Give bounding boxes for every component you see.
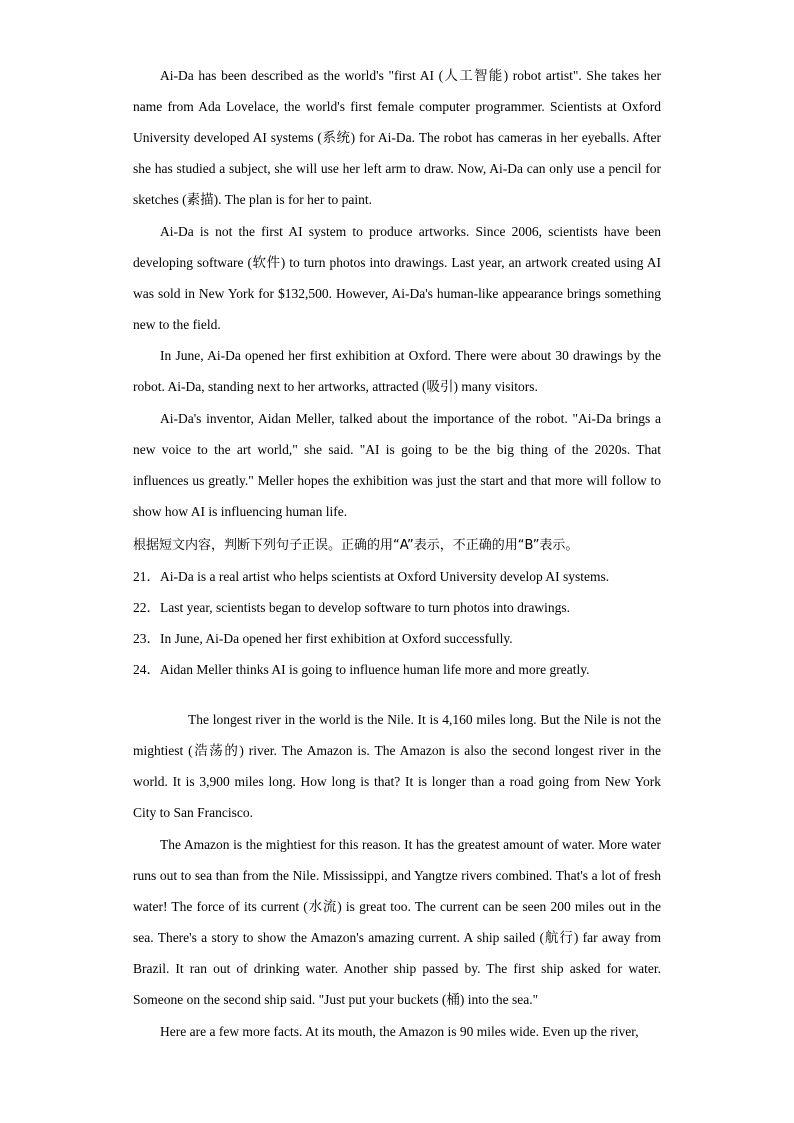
question-21: 21．Ai-Da is a real artist who helps scientists at Oxford University develop AI systems.	[133, 569, 610, 584]
question-23: 23．In June, Ai-Da opened her first exhibition at Oxford successfully.	[133, 631, 513, 646]
passage1-paragraph-1: Ai-Da has been described as the world's "first AI (人工智能) robot artist". She takes her name from Ada Lovelace, the world's first female computer programmer. Scientists at Oxford University developed AI systems (系统) for Ai-Da. The robot has cameras in her eyeballs. After she has studied a subject, she will use her left arm to draw. Now, Ai-Da can only use a pencil for sketches (素描). The plan is for her to paint.	[133, 68, 661, 207]
instruction-text: 根据短文内容，判断下列句子正误。正确的用“A”表示，不正确的用“B”表示。	[133, 538, 579, 553]
question-24: 24．Aidan Meller thinks AI is going to influence human life more and more greatly.	[133, 662, 590, 677]
passage2-paragraph-1: The longest river in the world is the Nile. It is 4,160 miles long. But the Nile is not the mightiest (浩荡的) river. The Amazon is. The Amazon is also the second longest river in the world. It is 3,900 miles long. How long is that? It is longer than a road going from New York City to San Francisco.	[133, 712, 661, 820]
question-22: 22．Last year, scientists began to develop software to turn photos into drawings.	[133, 600, 570, 615]
passage1-paragraph-3: In June, Ai-Da opened her first exhibition at Oxford. There were about 30 drawings by the robot. Ai-Da, standing next to her artworks, attracted (吸引) many visitors.	[133, 348, 661, 394]
passage1-paragraph-4: Ai-Da's inventor, Aidan Meller, talked about the importance of the robot. "Ai-Da brings a new voice to the art world," she said. "AI is going to be the big thing of the 2020s. That influences us greatly." Meller hopes the exhibition was just the start and that more will follow to show how AI is influencing human life.	[133, 411, 661, 519]
passage2-paragraph-3: Here are a few more facts. At its mouth, the Amazon is 90 miles wide. Even up the river,	[160, 1024, 639, 1039]
passage2-paragraph-2: The Amazon is the mightiest for this reason. It has the greatest amount of water. More water runs out to sea than from the Nile. Mississippi, and Yangtze rivers combined. That's a lot of fresh water! The force of its current (水流) is great too. The current can be seen 200 miles out in the sea. There's a story to show the Amazon's amazing current. A ship sailed (航行) far away from Brazil. It ran out of drinking water. Another ship passed by. The first ship asked for water. Someone on the second ship said. "Just put your buckets (桶) into the sea."	[133, 837, 661, 1007]
passage1-paragraph-2: Ai-Da is not the first AI system to produce artworks. Since 2006, scientists have been developing software (软件) to turn photos into drawings. Last year, an artwork created using AI was sold in New York for $132,500. However, Ai-Da's human-like appearance brings something new to the field.	[133, 224, 661, 332]
